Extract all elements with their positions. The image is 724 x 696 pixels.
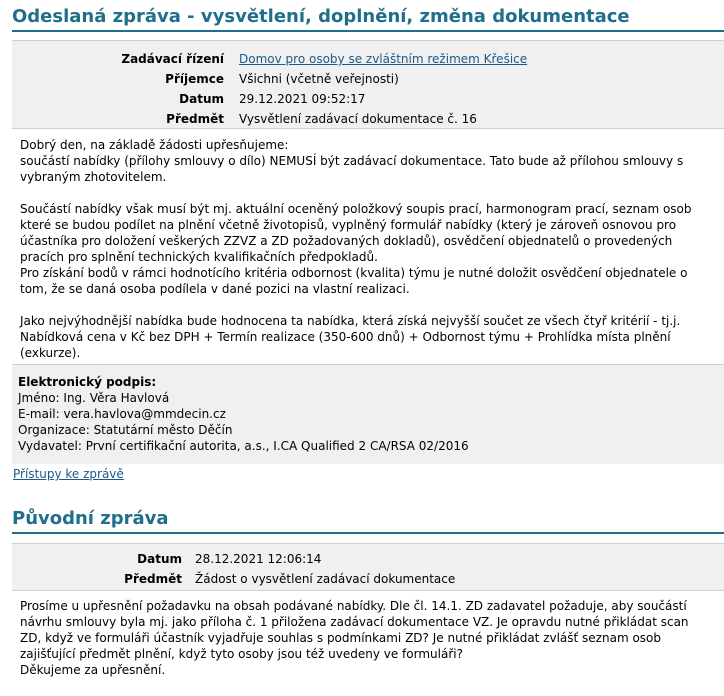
signature-line: Organizace: Statutární město Děčín <box>18 423 233 437</box>
meta-value: Žádost o vysvětlení zadávací dokumentace <box>195 572 456 586</box>
body-paragraph: Prosíme u upřesnění požadavku na obsah podávané nabídky. Dle čl. 14.1. ZD zadavatel požaduje, aby součástí návrhu smlouvy byla mj. jako příloha č. 1 přiložena zadávací dokumentace VZ. Je opravdu nutné přikládat scan ZD, když ve formuláři účastník vyjadřuje souhlas s podmínkami ZD? Je nutné přikládat zvlášť seznam osob zajišťující předmět plnění, když tyto osoby jsou též uvedeny ve formuláři? <box>20 599 689 661</box>
meta-value: Všichni (včetně veřejnosti) <box>239 72 399 86</box>
meta-value: 28.12.2021 12:06:14 <box>195 552 322 566</box>
body-paragraph: součástí nabídky (přílohy smlouvy o dílo) NEMUSÍ být zadávací dokumentace. Tato bude až přílohou smlouvy s vybraným zhotovitelem. <box>20 154 684 184</box>
meta-label: Datum <box>179 92 224 106</box>
body-spacer <box>20 297 710 313</box>
meta-label: Datum <box>137 552 182 566</box>
body-paragraph: Jako nejvýhodnější nabídka bude hodnocena ta nabídka, která získá nejvyšší součet ze všech čtyř kritérií - tj.j. Nabídková cena v Kč bez DPH + Termín realizace (350-600 dnů) + Odbornost týmu + Prohlídka místa plnění (exkurze). <box>20 314 681 360</box>
signature-title: Elektronický podpis: <box>18 375 157 389</box>
electronic-signature <box>18 374 718 454</box>
meta-label: Příjemce <box>165 72 224 86</box>
body-spacer <box>20 185 710 201</box>
meta-label: Předmět <box>124 572 182 586</box>
original-message-body <box>20 598 710 678</box>
signature-line: Jméno: Ing. Věra Havlová <box>18 391 170 405</box>
body-paragraph: Pro získání bodů v rámci hodnotícího kritéria odbornost (kvalita) týmu je nutné doložit osvědčení objednatele o tom, že se daná osoba podílela v dané pozici na vlastní realizaci. <box>20 266 688 296</box>
message-body <box>20 137 710 361</box>
page-title: Odeslaná zpráva - vysvětlení, doplnění, změna dokumentace <box>12 6 630 27</box>
tender-link[interactable]: Domov pro osoby se zvláštním režimem Křešice <box>239 52 528 66</box>
body-paragraph: Děkujeme za upřesnění. <box>20 663 166 677</box>
meta-value: 29.12.2021 09:52:17 <box>239 92 366 106</box>
meta-label: Zadávací řízení <box>121 52 224 66</box>
meta-label: Předmět <box>166 112 224 126</box>
heading-underline <box>12 532 724 534</box>
signature-line: E-mail: vera.havlova@mmdecin.cz <box>18 407 226 421</box>
meta-value: Vysvětlení zadávací dokumentace č. 16 <box>239 112 477 126</box>
body-paragraph: Součástí nabídky však musí být mj. aktuální oceněný položkový soupis prací, harmonogram prací, seznam osob které se budou podílet na plnění včetně životopisů, vyplněný formulář nabídky (který je zároveň osnovou pro účastníka pro doložení veškerých ZZVZ a ZD požadovaných dokladů), osvědčení objednatelů o provedených pracích pro splnění technických kvalifikačních předpokladů. <box>20 202 692 264</box>
heading-underline <box>12 30 724 32</box>
original-message-title: Původní zpráva <box>12 508 169 529</box>
body-paragraph: Dobrý den, na základě žádosti upřesňujeme: <box>20 138 289 152</box>
signature-line: Vydavatel: První certifikační autorita, a.s., I.CA Qualified 2 CA/RSA 02/2016 <box>18 439 469 453</box>
message-access-link[interactable]: Přístupy ke zprávě <box>13 467 124 481</box>
